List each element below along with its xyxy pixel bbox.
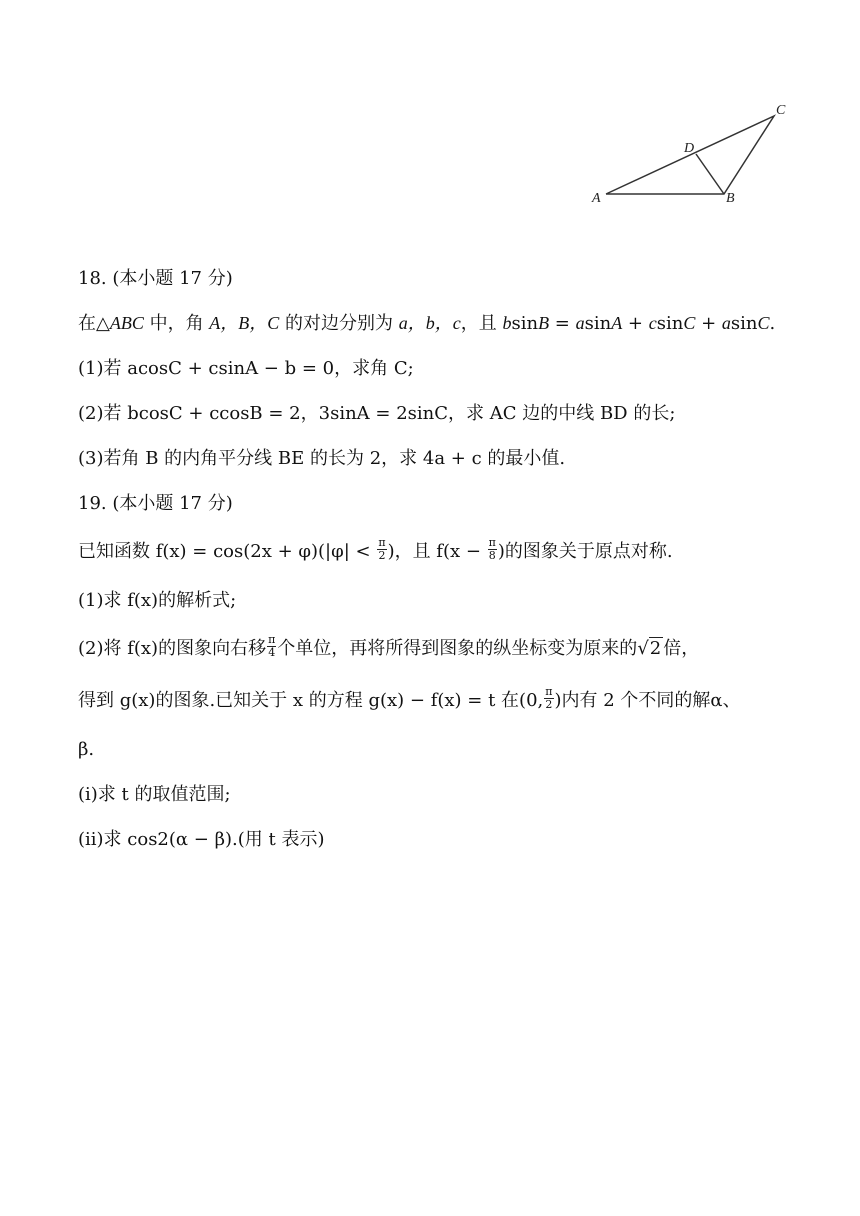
label-c: C [776, 103, 786, 118]
label-a: A [592, 191, 601, 206]
problem-19-q2-line1: (2)将 f(x)的图象向右移 $\frac{\pi}{4}$ 个单位，再将所得到图象的纵坐标变为原来的√2 倍， [78, 623, 798, 675]
problem-18-q2: (2)若 bcosC + ccosB = 2，3sinA = 2sinC，求 AC 边的中线 BD 的长; [78, 403, 676, 424]
problem-18-q1: (1)若 acosC + csinA − b = 0，求角 C; [78, 358, 414, 379]
problem-list [78, 256, 798, 862]
problem-19-qii: (ii)求 cos2(α − β).(用 t 表示) [78, 829, 325, 850]
triangle-diagram [586, 98, 796, 210]
problem-18-header: 18. (本小题 17 分) [78, 268, 233, 289]
problem-19-qi: (i)求 t 的取值范围; [78, 784, 231, 805]
problem-18-stem: 在△ABC 中，角 A，B，C 的对边分别为 a，b，c，且 bsinB = asinA + csinC + asinC. [78, 313, 776, 334]
fraction-pi-over-2: $\frac{\pi}{2}$ [378, 535, 386, 562]
label-b: B [726, 191, 735, 206]
triangle-figure [586, 98, 796, 210]
fraction-pi-over-8: $\frac{\pi}{8}$ [488, 535, 496, 562]
fraction-pi-over-2-b: $\frac{\pi}{2}$ [545, 684, 553, 711]
problem-19-q1: (1)求 f(x)的解析式; [78, 590, 237, 611]
fraction-pi-over-4: $\frac{\pi}{4}$ [268, 632, 276, 659]
problem-18-q3: (3)若角 B 的内角平分线 BE 的长为 2，求 4a + c 的最小值. [78, 448, 566, 469]
problem-19-header: 19. (本小题 17 分) [78, 493, 233, 514]
problem-19-q2-line3: β. [78, 739, 95, 760]
problem-19-q2-line2: 得到 g(x)的图象.已知关于 x 的方程 g(x) − f(x) = t 在(0, $\frac{\pi}{2}$ )内有 2 个不同的解α、 [78, 684, 741, 711]
label-d: D [684, 141, 695, 156]
segment-bd [696, 154, 724, 194]
problem-19-stem: 已知函数 f(x) = cos(2x + φ)(|φ| < $\frac{\pi}{2}$ )，且 f(x − $\frac{\pi}{8}$ )的图象关于原点对称. [78, 535, 673, 562]
sqrt-2: √2 [637, 638, 662, 659]
